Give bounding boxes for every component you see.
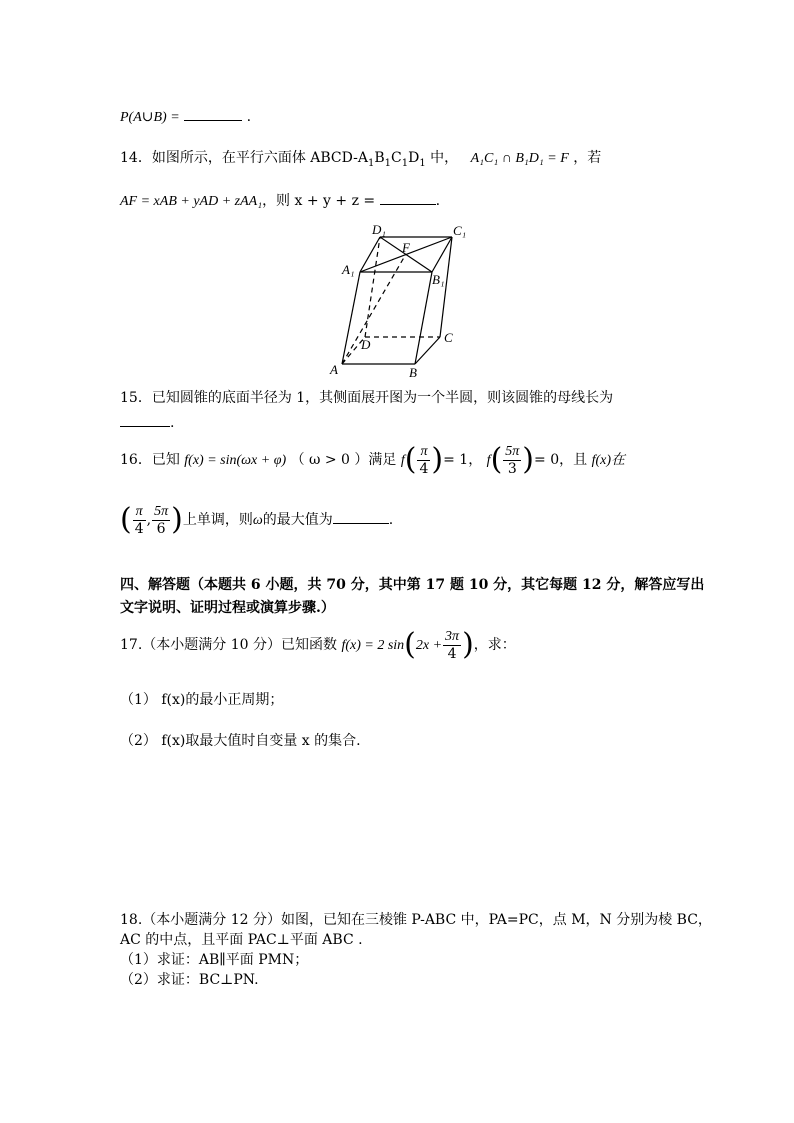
q15-end: . xyxy=(170,415,175,431)
q16-interval-right: $\frac{5\pi}{6}$ xyxy=(154,503,169,537)
q13-expression: P(A∪B) = xyxy=(120,110,180,125)
q16-interval-left: $\frac{\pi}{4}$ xyxy=(134,503,144,537)
label-c: C xyxy=(444,330,453,345)
label-d1: D₁ xyxy=(372,222,386,237)
q16-function: f(x) = sin(ωx + φ) xyxy=(184,453,287,468)
q13-end: . xyxy=(246,109,252,125)
q16-f-in: f(x)在 xyxy=(591,453,625,468)
q14-line2 xyxy=(120,190,440,212)
q16-line1: 16．已知 f(x) = sin(ωx + φ) （ ω > 0 ）满足 f( $\frac{\pi}{4}$ )= 1， f( $\frac{5\pi}{3}$ )= 0，且 f(x)在 xyxy=(120,442,625,477)
q17-prefix: 17.（本小题满分 10 分）已知函数 xyxy=(120,637,337,653)
q16-f1-value: = 1， xyxy=(443,452,483,468)
q14-blank xyxy=(380,190,436,205)
q14-suffix: 中， xyxy=(430,150,459,166)
q14-mid-d: D xyxy=(408,150,420,166)
q13-blank xyxy=(184,106,242,121)
label-d: D xyxy=(361,337,371,352)
q18-part2: （2）求证：BC⊥PN. xyxy=(120,972,259,988)
label-f: F xyxy=(402,240,410,255)
q15-line1: 15．已知圆锥的底面半径为 1，其侧面展开图为一个半圆，则该圆锥的母线长为 xyxy=(120,390,614,406)
q16-end: . xyxy=(388,512,394,528)
q17-inner: 2x + xyxy=(415,638,443,653)
q14-ruo: ，若 xyxy=(573,150,602,166)
section4-heading-line1: 四、解答题（本题共 6 小题，共 70 分，其中第 17 题 10 分，其它每题 12 分，解答应写出 xyxy=(120,577,705,593)
q15-blank xyxy=(120,412,170,427)
q17-function: f(x) = 2 sin xyxy=(341,638,405,653)
q14-prefix: 14．如图所示，在平行六面体 ABCD-A xyxy=(120,150,368,166)
label-c1: C₁ xyxy=(453,223,467,238)
q16-frac-pi-4: $\frac{\pi}{4}$ xyxy=(419,443,429,477)
q16-frac-5pi-3: $\frac{5\pi}{3}$ xyxy=(505,443,520,477)
edge-dd1 xyxy=(365,237,380,337)
label-a: A xyxy=(330,362,338,377)
q17-part2: （2） f(x)取最大值时自变量 x 的集合. xyxy=(120,733,361,749)
q13-answer-line xyxy=(120,106,251,128)
q14-line1: 14．如图所示，在平行六面体 ABCD-$A_1B_1C_1D_1$ 中， A₁C₁ ∩ B₁D₁ = F ，若 xyxy=(120,150,602,169)
edge-cc1 xyxy=(440,237,452,337)
q16-blank xyxy=(333,509,389,524)
q17-line1: 17.（本小题满分 10 分）已知函数 f(x) = 2 sin(2x + $\frac{3\pi}{4}$ )，求： xyxy=(120,627,516,662)
q17-part1: （1） f(x)的最小正周期； xyxy=(120,692,284,708)
q14-mid-c: C xyxy=(391,150,402,166)
q14-ask: ，则 x + y + z = xyxy=(262,193,376,209)
q16-condition: （ ω > 0 ）满足 xyxy=(290,452,397,468)
q14-condition: A₁C₁ ∩ B₁D₁ = F xyxy=(470,151,569,166)
label-b1: B₁ xyxy=(432,272,445,287)
edge-aa1 xyxy=(342,272,360,364)
section4-heading-line2: 文字说明、证明过程或演算步骤.） xyxy=(120,600,335,616)
q16-omega: ω xyxy=(252,513,263,528)
q18-line2: AC 的中点，且平面 PAC⊥平面 ABC . xyxy=(120,932,363,948)
parallelepiped-figure xyxy=(320,222,480,382)
q15-line2 xyxy=(120,412,174,433)
label-b: B xyxy=(409,365,417,380)
q16-tail: 上单调，则 xyxy=(182,512,253,528)
q16-f2-value: = 0，且 xyxy=(534,452,588,468)
q16-prefix: 16．已知 xyxy=(120,452,180,468)
q18-line1: 18.（本小题满分 12 分）如图，已知在三棱锥 P-ABC 中，PA=PC，点 M，N 分别为棱 BC， xyxy=(120,912,712,928)
q14-mid-b: B xyxy=(374,150,385,166)
q17-suffix: ，求： xyxy=(473,637,516,653)
q14-end: . xyxy=(435,193,441,209)
edge-bb1 xyxy=(415,272,432,364)
q16-tail2: 的最大值为 xyxy=(262,512,333,528)
q18-part1: （1）求证：AB∥平面 PMN； xyxy=(120,952,309,968)
q16-line2: ( $\frac{\pi}{4}$ , $\frac{5\pi}{6}$ )上单调，则ω的最大值为 . xyxy=(120,502,394,537)
label-a1: A₁ xyxy=(342,262,355,277)
q14-vector-equation: AF = xAB + yAD + zAA₁ xyxy=(120,194,263,209)
q17-frac-3pi-4: $\frac{3\pi}{4}$ xyxy=(445,628,460,662)
